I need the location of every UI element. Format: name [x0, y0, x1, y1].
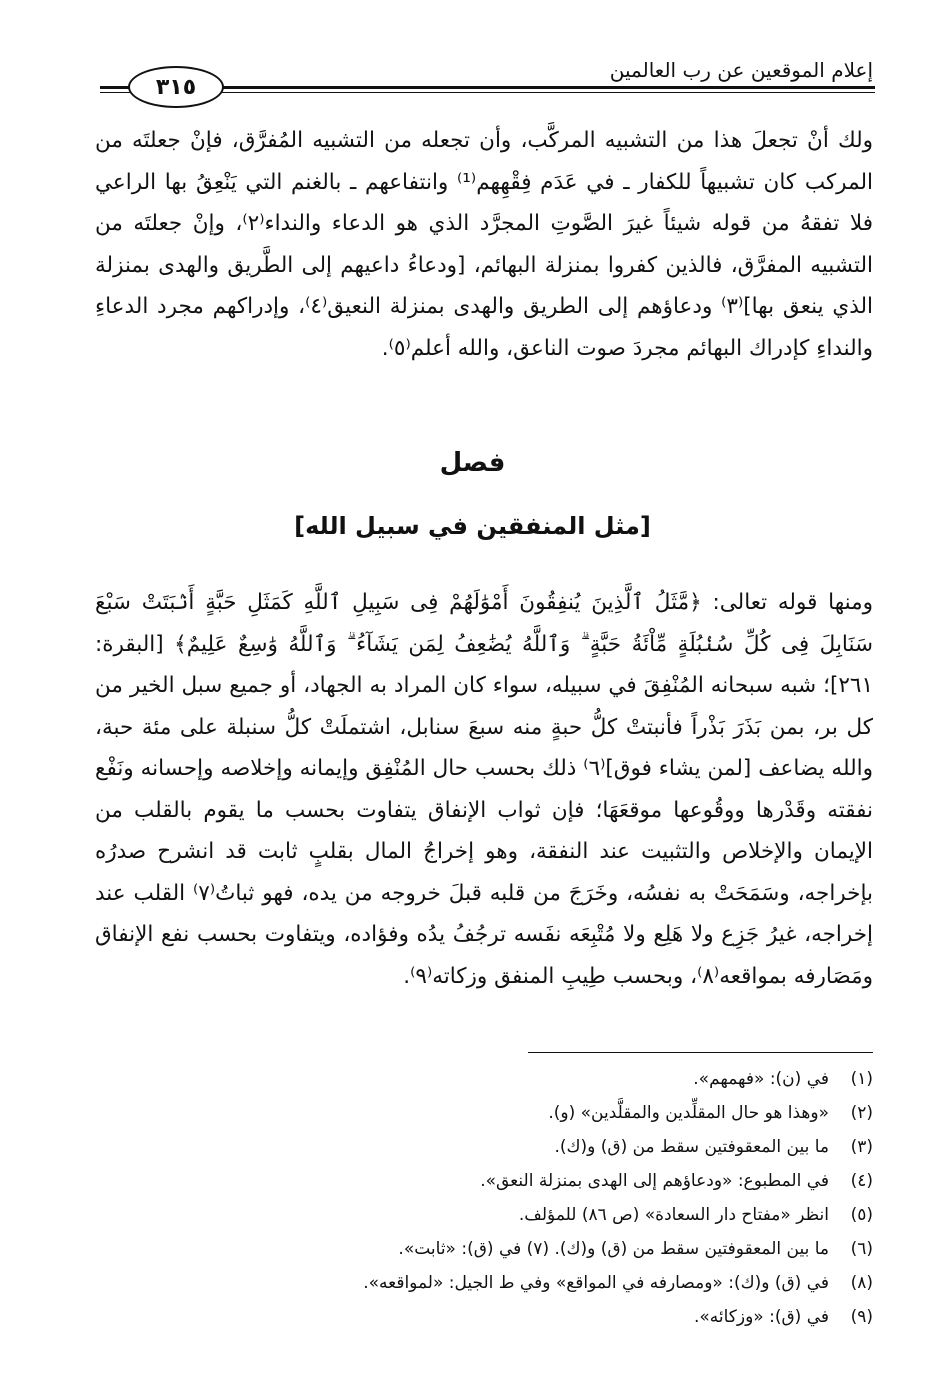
running-header-title: إعلام الموقعين عن رب العالمين [609, 58, 873, 82]
footnote-text: «وهذا هو حال المقلِّدين والمقلَّدين» (و). [548, 1103, 829, 1123]
footnote-2 [73, 1096, 873, 1130]
footnote-6 [73, 1232, 873, 1266]
body-paragraph-1: ولك أنْ تجعلَ هذا من التشبيه المركَّب، وأن تجعله من التشبيه المُفرَّق، فإنْ جعلتَه من المركب كان تشبيهاً للكفار ـ في عَدَم فِقْهِهم⁽¹⁾ وانتفاعهم ـ بالغنم التي يَنْعِقُ بها الراعي فلا تفقهُ من قوله شيئاً غيرَ الصَّوتِ المجرَّد الذي هو الدعاء والنداء⁽٢⁾، وإنْ جعلتَه من التشبيه المفرَّق، فالذين كفروا بمنزلة البهائم، [ودعاءُ داعيهم إلى الطَّريق والهدى بمنزلة الذي ينعق بها]⁽٣⁾ ودعاؤهم إلى الطريق والهدى بمنزلة النعيق⁽٤⁾، وإدراكهم مجرد الدعاءِ والنداءِ كإدراك البهائم مجردَ صوت الناعق، والله أعلم⁽٥⁾. [95, 128, 873, 361]
footnote-8 [73, 1266, 873, 1300]
footnote-text: ما بين المعقوفتين سقط من (ق) و(ك). (٧) في (ق): «ثابت». [398, 1239, 829, 1259]
footnote-text: ما بين المعقوفتين سقط من (ق) و(ك). [554, 1137, 829, 1157]
footnote-5 [73, 1198, 873, 1232]
footnote-1 [73, 1062, 873, 1096]
footnote-text: في (ق) و(ك): «ومصارفه في المواقع» وفي ط الجيل: «لمواقعه». [363, 1273, 829, 1293]
footnote-separator [528, 1052, 873, 1053]
footnote-number: (٥) [850, 1205, 873, 1225]
footnotes [73, 1062, 873, 1334]
footnote-number: (١) [850, 1069, 873, 1089]
footnote-text: انظر «مفتاح دار السعادة» (ص ٨٦) للمؤلف. [518, 1205, 829, 1225]
section-subheading: [مثل المنفقين في سبيل الله] [294, 512, 651, 540]
footnote-number: (٩) [850, 1307, 873, 1327]
footnote-text: في المطبوع: «ودعاؤهم إلى الهدى بمنزلة النعق». [480, 1171, 829, 1191]
footnote-text: في (ن): «فهمهم». [693, 1069, 829, 1089]
footnote-number: (٦) [850, 1239, 873, 1259]
footnote-3 [73, 1130, 873, 1164]
footnote-number: (٣) [850, 1137, 873, 1157]
page-number: ٣١٥ [128, 66, 224, 108]
footnote-9 [73, 1300, 873, 1334]
body-paragraph-2: ومنها قوله تعالى: ﴿مَّثَلُ ٱلَّذِينَ يُنفِقُونَ أَمْوَٰلَهُمْ فِى سَبِيلِ ٱللَّهِ كَمَثَلِ حَبَّةٍ أَنۢبَتَتْ سَبْعَ سَنَابِلَ فِى كُلِّ سُنۢبُلَةٍ مِّاْئَةُ حَبَّةٍ ۗ وَٱللَّهُ يُضَٰعِفُ لِمَن يَشَآءُ ۗ وَٱللَّهُ وَٰسِعٌ عَلِيمٌ﴾ [البقرة: ٢٦١]؛ شبه سبحانه المُنْفِقَ في سبيله، سواء كان المراد به الجهاد، أو جميع سبل الخير من كل بر، بمن بَذَرَ بَذْراً فأنبتتْ كلُّ حبةٍ منه سبعَ سنابل، اشتملَتْ كلُّ سنبلة على مئة حبة، والله يضاعف [لمن يشاء فوق]⁽٦⁾ ذلك بحسب حال المُنْفِق وإيمانه وإخلاصه وإحسانه ونَفْع نفقته وقَدْرها ووقُوعها موقعَهَا؛ فإن ثواب الإنفاق يتفاوت بحسب ما يقوم بالقلب من الإيمان والإخلاص والتثبيت عند النفقة، وهو إخراجُ المال بقلبٍ ثابت قد انشرح صدرُه بإخراجه، وسَمَحَتْ به نفسُه، وخَرَجَ من قلبه قبلَ خروجه من يده، فهو ثباتُ⁽٧⁾ القلب عند إخراجه، غيرُ جَزِع ولا هَلِع ولا مُتْبِعَه نفَسه ترجُفُ يدُه وفؤاده، ويتفاوت بحسب نفع الإنفاق ومَصَارفه بمواقعه⁽٨⁾، وبحسب طِيبِ المنفق وزكاته⁽٩⁾. [95, 590, 873, 989]
footnote-number: (٨) [850, 1273, 873, 1293]
footnote-4 [73, 1164, 873, 1198]
footnote-number: (٤) [850, 1171, 873, 1191]
footnote-number: (٢) [850, 1103, 873, 1123]
section-heading: فصل [439, 448, 506, 478]
footnote-text: في (ق): «وزكائه». [693, 1307, 829, 1327]
